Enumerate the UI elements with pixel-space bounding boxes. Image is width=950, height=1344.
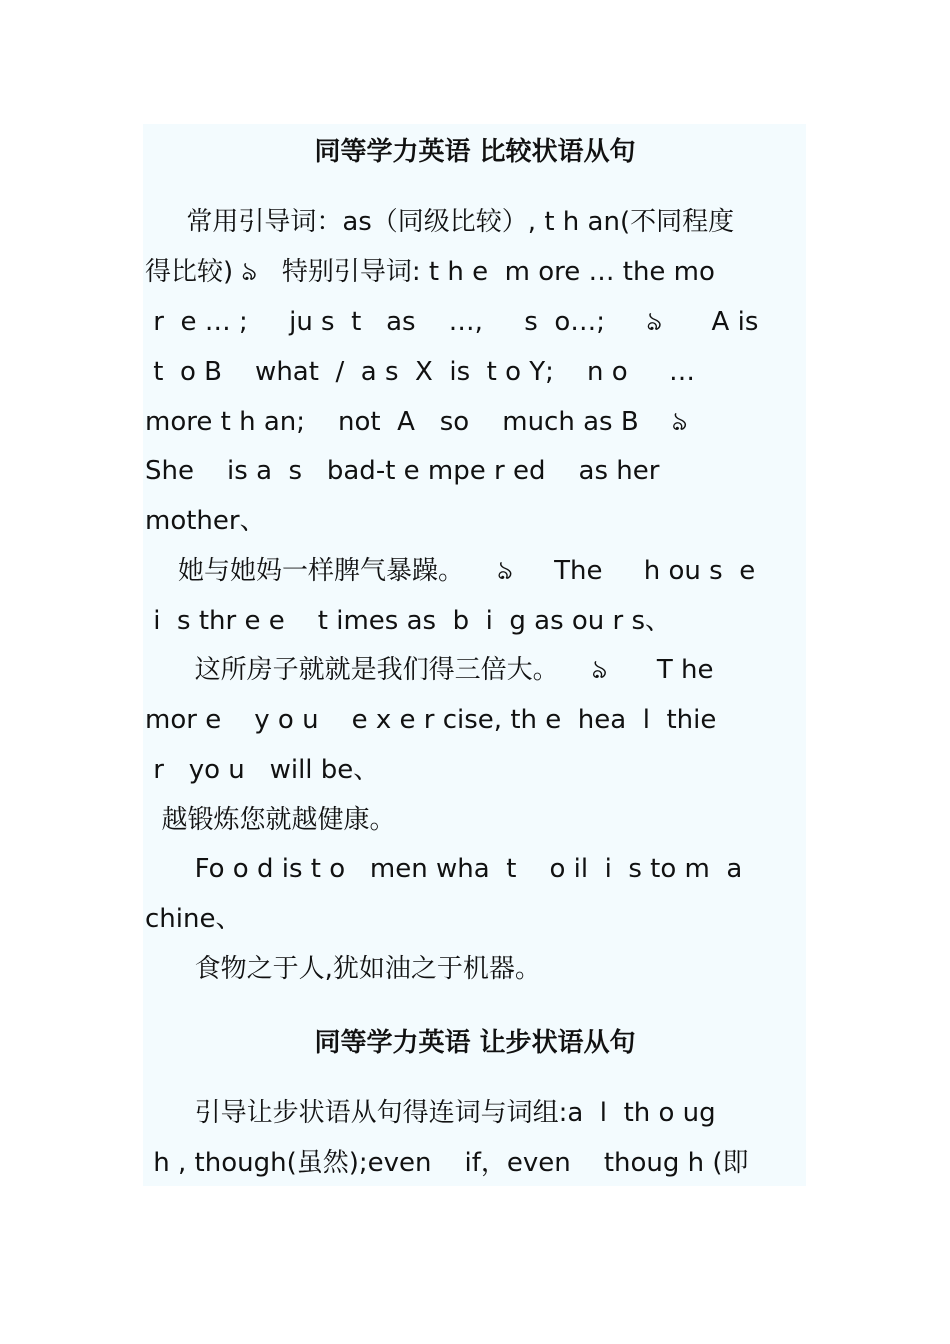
text-line: 她与她妈一样脾气暴躁。 ঌ The h ou s e (145, 556, 756, 586)
text-line: 食物之于人,犹如油之于机器。 (145, 954, 541, 984)
text-line: Fo o d is t o men wha t o il i s to m a (145, 854, 743, 884)
text-line: chine、 (145, 904, 242, 934)
text-line: r e … ; ju s t as …, s o…; ঌ A is (145, 307, 759, 337)
text-line: i s thr e e t imes as b i g as ou r s、 (145, 606, 672, 636)
text-line: h , though(虽然);even if，even thoug h (即 (145, 1148, 749, 1178)
text-line: 得比较) ঌ 特别引导词: t h e m ore … the mo (145, 257, 715, 287)
text-line: She is a s bad-t e mpe r ed as her (145, 456, 660, 486)
text-line: t o B what / a s X is t o Y; n o … (145, 357, 695, 387)
section-title-concession: 同等学力英语 让步状语从句 (314, 1028, 636, 1058)
section-title-comparison: 同等学力英语 比较状语从句 (314, 137, 636, 167)
text-line: r yo u will be、 (145, 755, 380, 785)
text-line: 越锻炼您就越健康。 (145, 805, 396, 835)
text-line: 这所房子就就是我们得三倍大。 ঌ T he (145, 655, 714, 685)
text-line: 引导让步状语从句得连词与词组:a l th o ug (145, 1098, 716, 1128)
text-line: 常用引导词：as（同级比较）, t h an(不同程度 (145, 207, 735, 237)
text-line: more t h an; not A so much as B ঌ (145, 407, 688, 437)
text-line: mor e y o u e x e r cise, th e hea l thie (145, 705, 717, 735)
text-line: mother、 (145, 506, 266, 536)
